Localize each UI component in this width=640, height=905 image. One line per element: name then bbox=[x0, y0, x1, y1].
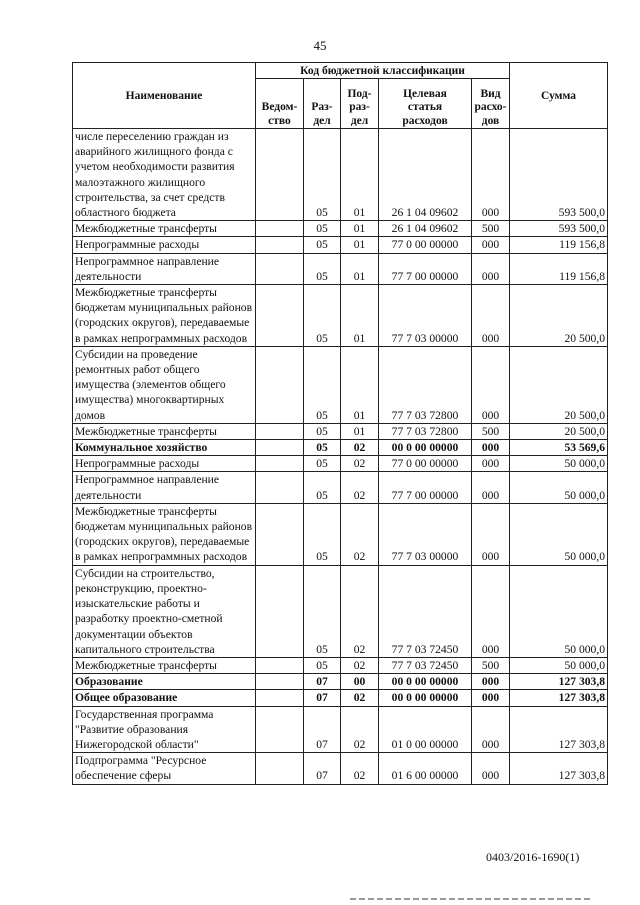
table-row bbox=[73, 503, 608, 565]
footer-document-code: 0403/2016-1690(1) bbox=[486, 850, 580, 864]
cell-target: 00 0 00 00000 bbox=[379, 674, 472, 690]
cell-razdel: 07 bbox=[304, 706, 341, 753]
cell-podrazdel: 01 bbox=[341, 237, 379, 253]
cell-name: Непрограммное направление деятельности bbox=[73, 253, 256, 284]
cell-name: Межбюджетные трансферты bbox=[73, 221, 256, 237]
cell-name: Межбюджетные трансферты бюджетам муниципальных районов (городских округов), передаваемые в рамках непрограммных расходов bbox=[73, 285, 256, 347]
cell-razdel: 05 bbox=[304, 456, 341, 472]
cell-name: Непрограммные расходы bbox=[73, 237, 256, 253]
table-row bbox=[73, 674, 608, 690]
cell-razdel: 05 bbox=[304, 440, 341, 456]
budget-table bbox=[72, 62, 608, 785]
cell-sum: 20 500,0 bbox=[510, 285, 608, 347]
cell-target: 00 0 00 00000 bbox=[379, 690, 472, 706]
cell-podrazdel: 02 bbox=[341, 472, 379, 503]
cell-vid: 500 bbox=[472, 221, 510, 237]
table-body bbox=[73, 129, 608, 785]
cell-name: Непрограммные расходы bbox=[73, 456, 256, 472]
cell-ved bbox=[256, 674, 304, 690]
cell-podrazdel: 02 bbox=[341, 503, 379, 565]
cell-target: 77 7 03 72800 bbox=[379, 346, 472, 423]
table-row bbox=[73, 346, 608, 423]
table-row bbox=[73, 456, 608, 472]
table-row bbox=[73, 657, 608, 673]
cell-sum: 20 500,0 bbox=[510, 423, 608, 439]
header-vid: Вид расхо- дов bbox=[472, 79, 510, 129]
header-ved: Ведом- ство bbox=[256, 79, 304, 129]
cell-vid: 000 bbox=[472, 129, 510, 221]
table-row bbox=[73, 753, 608, 784]
cell-vid: 000 bbox=[472, 253, 510, 284]
header-sum: Сумма bbox=[510, 63, 608, 129]
cell-ved bbox=[256, 285, 304, 347]
cell-target: 77 7 00 00000 bbox=[379, 253, 472, 284]
header-razdel: Раз- дел bbox=[304, 79, 341, 129]
cell-vid: 000 bbox=[472, 456, 510, 472]
cell-ved bbox=[256, 503, 304, 565]
cell-podrazdel: 01 bbox=[341, 423, 379, 439]
cell-vid: 500 bbox=[472, 657, 510, 673]
cell-razdel: 05 bbox=[304, 221, 341, 237]
cell-vid: 000 bbox=[472, 472, 510, 503]
cell-podrazdel: 02 bbox=[341, 690, 379, 706]
page-number: 45 bbox=[313, 38, 327, 53]
cell-ved bbox=[256, 690, 304, 706]
scan-artifact-line bbox=[350, 898, 590, 900]
cell-sum: 119 156,8 bbox=[510, 237, 608, 253]
cell-sum: 53 569,6 bbox=[510, 440, 608, 456]
cell-sum: 127 303,8 bbox=[510, 674, 608, 690]
cell-podrazdel: 00 bbox=[341, 674, 379, 690]
cell-podrazdel: 02 bbox=[341, 657, 379, 673]
cell-vid: 000 bbox=[472, 237, 510, 253]
cell-ved bbox=[256, 657, 304, 673]
cell-name: Подпрограмма "Ресурсное обеспечение сферы bbox=[73, 753, 256, 784]
cell-podrazdel: 02 bbox=[341, 565, 379, 657]
table-row bbox=[73, 472, 608, 503]
cell-sum: 127 303,8 bbox=[510, 706, 608, 753]
cell-razdel: 05 bbox=[304, 472, 341, 503]
cell-ved bbox=[256, 706, 304, 753]
header-budget-code-group: Код бюджетной классификации bbox=[256, 63, 510, 79]
cell-razdel: 05 bbox=[304, 237, 341, 253]
cell-podrazdel: 02 bbox=[341, 706, 379, 753]
cell-sum: 127 303,8 bbox=[510, 753, 608, 784]
cell-name: числе переселению граждан из аварийного жилищного фонда с учетом необходимости развития малоэтажного жилищного строительства, за счет средств областного бюджета bbox=[73, 129, 256, 221]
cell-razdel: 05 bbox=[304, 285, 341, 347]
cell-name: Субсидии на строительство, реконструкцию, проектно-изыскательские работы и разработку проектно-сметной документации объектов капитального строительства bbox=[73, 565, 256, 657]
cell-sum: 593 500,0 bbox=[510, 129, 608, 221]
cell-vid: 000 bbox=[472, 565, 510, 657]
cell-vid: 000 bbox=[472, 346, 510, 423]
cell-name: Государственная программа "Развитие образования Нижегородской области" bbox=[73, 706, 256, 753]
cell-sum: 50 000,0 bbox=[510, 456, 608, 472]
cell-podrazdel: 01 bbox=[341, 129, 379, 221]
cell-name: Субсидии на проведение ремонтных работ общего имущества (элементов общего имущества) многоквартирных домов bbox=[73, 346, 256, 423]
cell-razdel: 07 bbox=[304, 674, 341, 690]
cell-target: 77 0 00 00000 bbox=[379, 237, 472, 253]
cell-name: Образование bbox=[73, 674, 256, 690]
cell-target: 77 7 03 00000 bbox=[379, 285, 472, 347]
cell-ved bbox=[256, 129, 304, 221]
cell-target: 77 7 03 72800 bbox=[379, 423, 472, 439]
cell-vid: 000 bbox=[472, 706, 510, 753]
cell-razdel: 05 bbox=[304, 423, 341, 439]
cell-vid: 500 bbox=[472, 423, 510, 439]
cell-target: 77 7 00 00000 bbox=[379, 472, 472, 503]
cell-sum: 50 000,0 bbox=[510, 657, 608, 673]
cell-sum: 593 500,0 bbox=[510, 221, 608, 237]
cell-podrazdel: 01 bbox=[341, 285, 379, 347]
table-row bbox=[73, 565, 608, 657]
cell-name: Коммунальное хозяйство bbox=[73, 440, 256, 456]
cell-name: Межбюджетные трансферты bbox=[73, 423, 256, 439]
cell-name: Общее образование bbox=[73, 690, 256, 706]
header-name: Наименование bbox=[73, 63, 256, 129]
cell-vid: 000 bbox=[472, 674, 510, 690]
cell-ved bbox=[256, 346, 304, 423]
cell-vid: 000 bbox=[472, 753, 510, 784]
cell-sum: 20 500,0 bbox=[510, 346, 608, 423]
cell-sum: 127 303,8 bbox=[510, 690, 608, 706]
cell-podrazdel: 02 bbox=[341, 456, 379, 472]
cell-vid: 000 bbox=[472, 503, 510, 565]
cell-podrazdel: 02 bbox=[341, 440, 379, 456]
cell-target: 77 7 03 72450 bbox=[379, 565, 472, 657]
table-row bbox=[73, 440, 608, 456]
cell-target: 01 0 00 00000 bbox=[379, 706, 472, 753]
cell-ved bbox=[256, 423, 304, 439]
cell-razdel: 05 bbox=[304, 657, 341, 673]
header-podrazdel: Под- раз- дел bbox=[341, 79, 379, 129]
cell-ved bbox=[256, 565, 304, 657]
cell-target: 00 0 00 00000 bbox=[379, 440, 472, 456]
cell-target: 26 1 04 09602 bbox=[379, 129, 472, 221]
cell-razdel: 07 bbox=[304, 690, 341, 706]
table-row bbox=[73, 706, 608, 753]
table-row bbox=[73, 237, 608, 253]
table-row bbox=[73, 129, 608, 221]
cell-razdel: 05 bbox=[304, 565, 341, 657]
cell-podrazdel: 01 bbox=[341, 253, 379, 284]
table-row bbox=[73, 221, 608, 237]
cell-target: 77 0 00 00000 bbox=[379, 456, 472, 472]
cell-name: Межбюджетные трансферты бюджетам муниципальных районов (городских округов), передаваемые в рамках непрограммных расходов bbox=[73, 503, 256, 565]
cell-vid: 000 bbox=[472, 440, 510, 456]
cell-sum: 50 000,0 bbox=[510, 503, 608, 565]
cell-ved bbox=[256, 237, 304, 253]
cell-vid: 000 bbox=[472, 690, 510, 706]
table-row bbox=[73, 285, 608, 347]
cell-razdel: 05 bbox=[304, 503, 341, 565]
cell-ved bbox=[256, 753, 304, 784]
table-row bbox=[73, 423, 608, 439]
table-row bbox=[73, 253, 608, 284]
cell-razdel: 05 bbox=[304, 346, 341, 423]
cell-name: Межбюджетные трансферты bbox=[73, 657, 256, 673]
cell-podrazdel: 01 bbox=[341, 346, 379, 423]
header-target: Целевая статья расходов bbox=[379, 79, 472, 129]
cell-sum: 119 156,8 bbox=[510, 253, 608, 284]
cell-target: 01 6 00 00000 bbox=[379, 753, 472, 784]
cell-target: 77 7 03 72450 bbox=[379, 657, 472, 673]
cell-razdel: 07 bbox=[304, 753, 341, 784]
cell-ved bbox=[256, 221, 304, 237]
cell-ved bbox=[256, 456, 304, 472]
cell-razdel: 05 bbox=[304, 129, 341, 221]
cell-razdel: 05 bbox=[304, 253, 341, 284]
cell-sum: 50 000,0 bbox=[510, 565, 608, 657]
cell-name: Непрограммное направление деятельности bbox=[73, 472, 256, 503]
cell-ved bbox=[256, 253, 304, 284]
table-row bbox=[73, 690, 608, 706]
cell-vid: 000 bbox=[472, 285, 510, 347]
cell-podrazdel: 01 bbox=[341, 221, 379, 237]
cell-podrazdel: 02 bbox=[341, 753, 379, 784]
cell-target: 77 7 03 00000 bbox=[379, 503, 472, 565]
cell-ved bbox=[256, 472, 304, 503]
cell-ved bbox=[256, 440, 304, 456]
cell-target: 26 1 04 09602 bbox=[379, 221, 472, 237]
cell-sum: 50 000,0 bbox=[510, 472, 608, 503]
